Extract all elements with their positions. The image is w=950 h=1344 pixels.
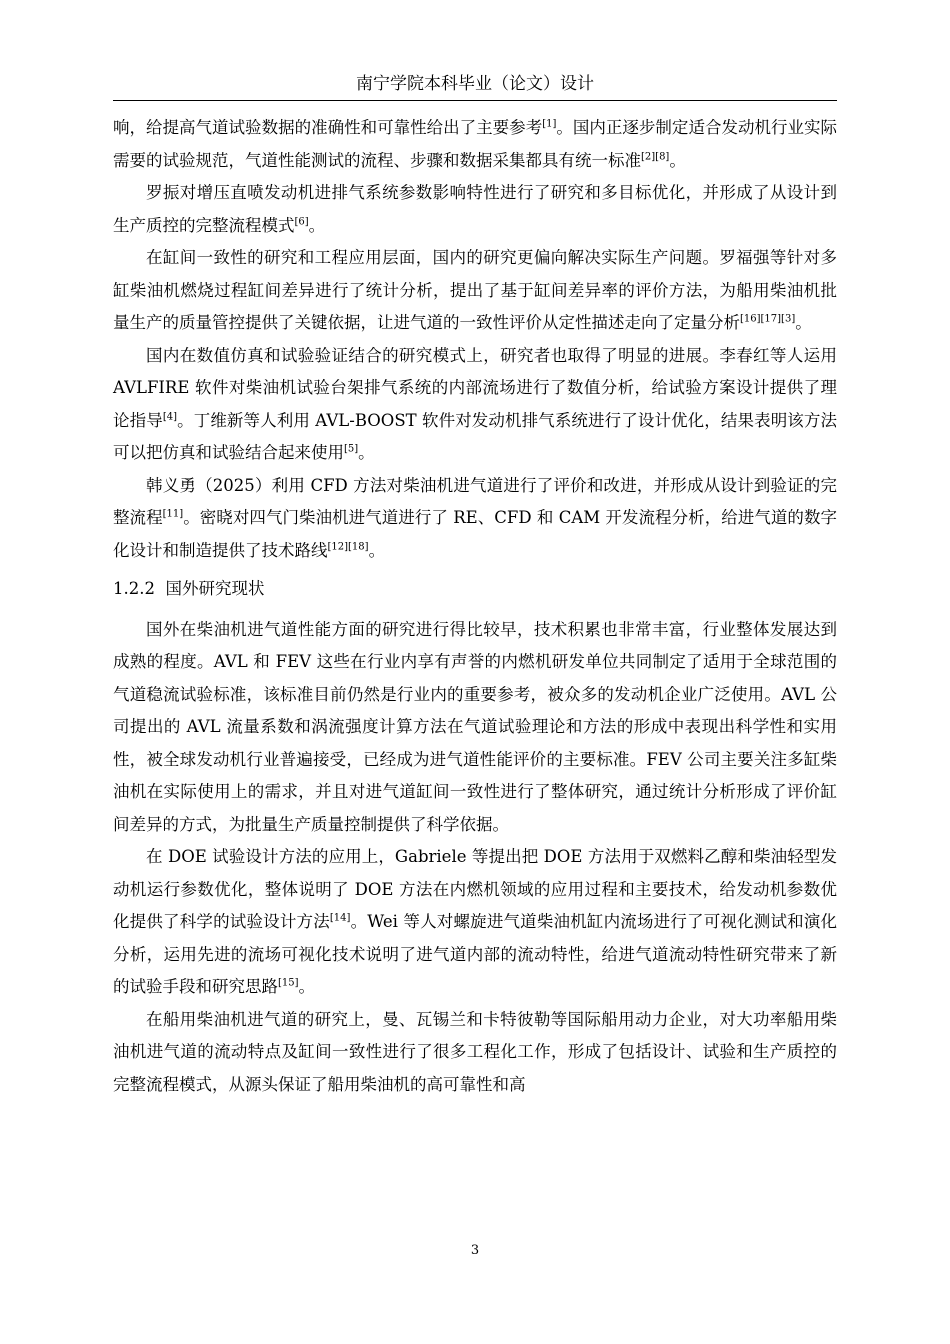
paragraph [113, 1004, 837, 1102]
text-run: 。 [368, 540, 386, 560]
section-title: 国外研究现状 [165, 579, 265, 598]
citation: [2][8] [641, 151, 670, 162]
paragraph [113, 614, 837, 842]
text-run: 响，给提高气道试验数据的准确性和可靠性给出了主要参考 [113, 118, 543, 137]
text-run: 韩义勇（2025）利用 CFD 方法对柴油机进气道进行了评价和改进，并形成从设计到验证的完整流程 [113, 475, 837, 527]
text-run: 。 [308, 215, 326, 235]
citation: [6] [294, 216, 309, 227]
citation: [11] [162, 508, 184, 520]
page-header [113, 70, 837, 101]
citation: [5] [344, 443, 359, 455]
citation: [4] [162, 411, 177, 422]
paragraph [113, 177, 837, 242]
text-run: 。Wei 等人对螺旋进气道柴油机缸内流场进行了可视化测试和演化分析，运用先进的流场可视化技术说明了进气道内部的流动特性，给进气道流动特性研究带来了新的试验手段和研究思路 [113, 912, 838, 996]
section-heading [113, 573, 837, 606]
text-run: 。密晓对四气门柴油机进气道进行了 RE、CFD 和 CAM 开发流程分析，给进气道的数字化设计和制造提供了技术路线 [113, 508, 838, 560]
text-run: 。丁维新等人利用 AVL-BOOST 软件对发动机排气系统进行了设计优化，结果表明该方法可以把仿真和试验结合起来使用 [113, 410, 838, 462]
citation: [15] [278, 977, 299, 989]
paragraph [113, 340, 837, 470]
paragraph [113, 112, 837, 177]
text-run: 在 DOE 试验设计方法的应用上，Gabriele 等提出把 DOE 方法用于双燃料乙醇和柴油轻型发动机运行参数优化，整体说明了 DOE 方法在内燃机领域的应用过程和主要技术，给发动机参数优化提供了科学的试验设计方法 [113, 847, 837, 931]
text-run: 。 [669, 150, 686, 170]
text-run: 。 [795, 313, 812, 332]
text-run: 。 [358, 443, 375, 462]
text-run: 在缸间一致性的研究和工程应用层面，国内的研究更偏向解决实际生产问题。罗福强等针对多缸柴油机燃烧过程缸间差异进行了统计分析，提出了基于缸间差异率的评价方法，为船用柴油机批量生产的质量管控提供了关键依据，让进气道的一致性评价从定性描述走向了定量分析 [113, 248, 837, 332]
paragraph [113, 841, 837, 1004]
citation: [1] [542, 118, 557, 130]
section-number: 1.2.2 [113, 579, 155, 598]
text-run: 。国内正逐步制定适合发动机行业实际需要的试验规范，气道性能测试的流程、步骤和数据采集都具有统一标准 [113, 118, 838, 170]
text-run: 罗振对增压直喷发动机进排气系统参数影响特性进行了研究和多目标优化，并形成了从设计到生产质控的完整流程模式 [113, 183, 837, 235]
paragraph [113, 242, 837, 340]
body-text [113, 112, 837, 1101]
header-title: 南宁学院本科毕业（论文）设计 [356, 74, 594, 94]
paragraph [113, 470, 837, 568]
citation: [14] [329, 912, 351, 924]
page-number: 3 [470, 1243, 480, 1258]
text-run: 。 [298, 977, 316, 996]
text-run: 国外在柴油机进气道性能方面的研究进行得比较早，技术积累也非常丰富，行业整体发展达到成熟的程度。AVL 和 FEV 这些在行业内享有声誉的内燃机研发单位共同制定了适用于全球范围的气道稳流试验标准，该标准目前仍然是行业内的重要参考，被众多的发动机企业广泛使用。AVL 公司提出的 AVL 流量系数和涡流强度计算方法在气道试验理论和方法的形成中表现出科学性和实用性，被全球发动机行业普遍接受，已经成为进气道性能评价的主要标准。FEV 公司主要关注多缸柴油机在实际使用上的需求，并且对进气道缸间一致性进行了整体研究，通过统计分析形成了评价缸间差异的方式，为批量生产质量控制提供了科学依据。 [113, 619, 837, 834]
citation: [16][17][3] [740, 313, 796, 325]
citation: [12][18] [327, 541, 369, 552]
text-run: 国内在数值仿真和试验验证结合的研究模式上，研究者也取得了明显的进展。李春红等人运用 AVLFIRE 软件对柴油机试验台架排气系统的内部流场进行了数值分析，给试验方案设计提供了理论指导 [113, 345, 837, 430]
text-run: 在船用柴油机进气道的研究上，曼、瓦锡兰和卡特彼勒等国际船用动力企业，对大功率船用柴油机进气道的流动特点及缸间一致性进行了很多工程化工作，形成了包括设计、试验和生产质控的完整流程模式，从源头保证了船用柴油机的高可靠性和高 [113, 1009, 837, 1094]
